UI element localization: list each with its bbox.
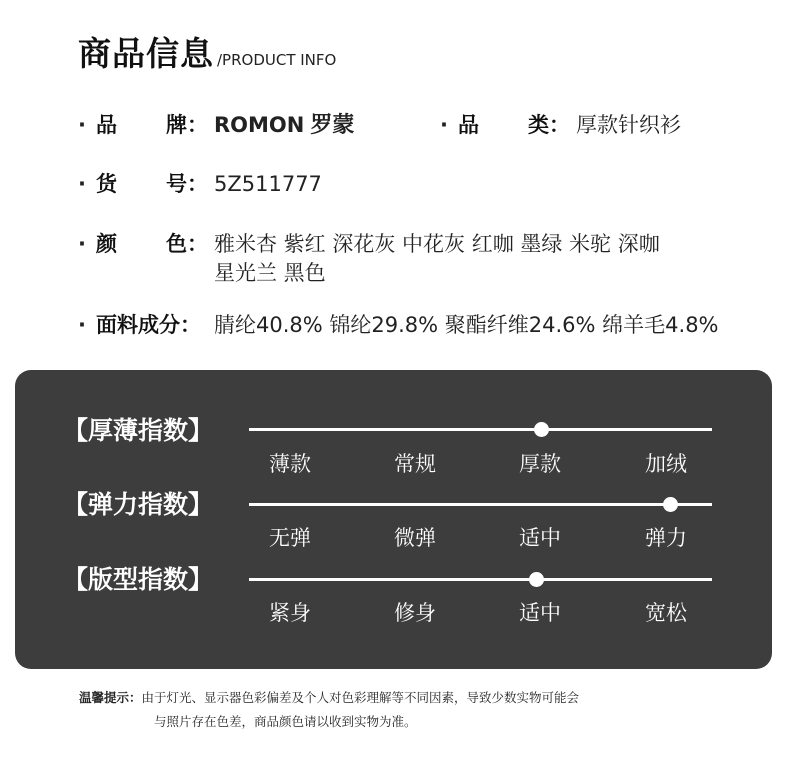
title-cn: 商品信息 (78, 34, 214, 73)
index-option: 紧身 (269, 601, 311, 625)
disclaimer-note (79, 686, 579, 734)
index-title: 【版型指数】 (63, 565, 214, 594)
bullet: · (78, 113, 86, 137)
fit-index (15, 563, 772, 633)
brand-value: ROMON 罗蒙 (214, 113, 355, 138)
color-value-line2: 星光兰 黑色 (214, 261, 326, 285)
note-line2: 与照片存在色差，商品颜色请以收到实物为准。 (154, 714, 417, 729)
bullet: · (440, 113, 448, 137)
index-title: 【厚薄指数】 (63, 416, 214, 445)
note-label: 温馨提示： (79, 690, 142, 705)
bullet: · (78, 172, 86, 196)
thickness-index (15, 414, 772, 484)
color-label: 颜 色： (96, 232, 208, 256)
fabric-value: 腈纶40.8% 锦纶29.8% 聚酯纤维24.6% 绵羊毛4.8% (214, 313, 719, 337)
note-text-1: 由于灯光、显示器色彩偏差及个人对色彩理解等不同因素，导致少数实物可能会 (141, 690, 580, 705)
index-option: 薄款 (269, 452, 311, 476)
index-option: 宽松 (645, 601, 687, 625)
index-option: 加绒 (645, 452, 687, 476)
fabric-label: 面料成分： (96, 313, 201, 337)
bullet: · (78, 232, 86, 256)
index-option: 厚款 (519, 452, 561, 476)
bullet: · (78, 313, 86, 337)
index-panel (15, 370, 772, 669)
index-title: 【弹力指数】 (63, 490, 214, 519)
index-track (249, 578, 712, 581)
index-option: 常规 (394, 452, 436, 476)
color-row (78, 229, 758, 289)
index-option: 适中 (519, 601, 561, 625)
title-en: /PRODUCT INFO (217, 51, 337, 69)
index-track (249, 428, 712, 431)
note-line1 (79, 686, 579, 710)
elasticity-index (15, 488, 772, 558)
index-marker (663, 497, 678, 512)
sku-value: 5Z511777 (214, 172, 322, 196)
index-option: 修身 (394, 601, 436, 625)
index-option: 适中 (519, 526, 561, 550)
index-marker (529, 572, 544, 587)
index-option: 无弹 (269, 526, 311, 550)
category-value: 厚款针织衫 (576, 113, 681, 137)
index-option: 微弹 (394, 526, 436, 550)
color-value-line1: 雅米杏 紫红 深花灰 中花灰 红咖 墨绿 米驼 深咖 (214, 232, 660, 256)
sku-label: 货 号： (96, 172, 208, 196)
category-label: 品 类： (458, 113, 570, 137)
index-track (249, 503, 712, 506)
page-title (78, 28, 336, 75)
brand-label: 品 牌： (96, 113, 208, 137)
index-option: 弹力 (645, 526, 687, 550)
index-marker (534, 422, 549, 437)
